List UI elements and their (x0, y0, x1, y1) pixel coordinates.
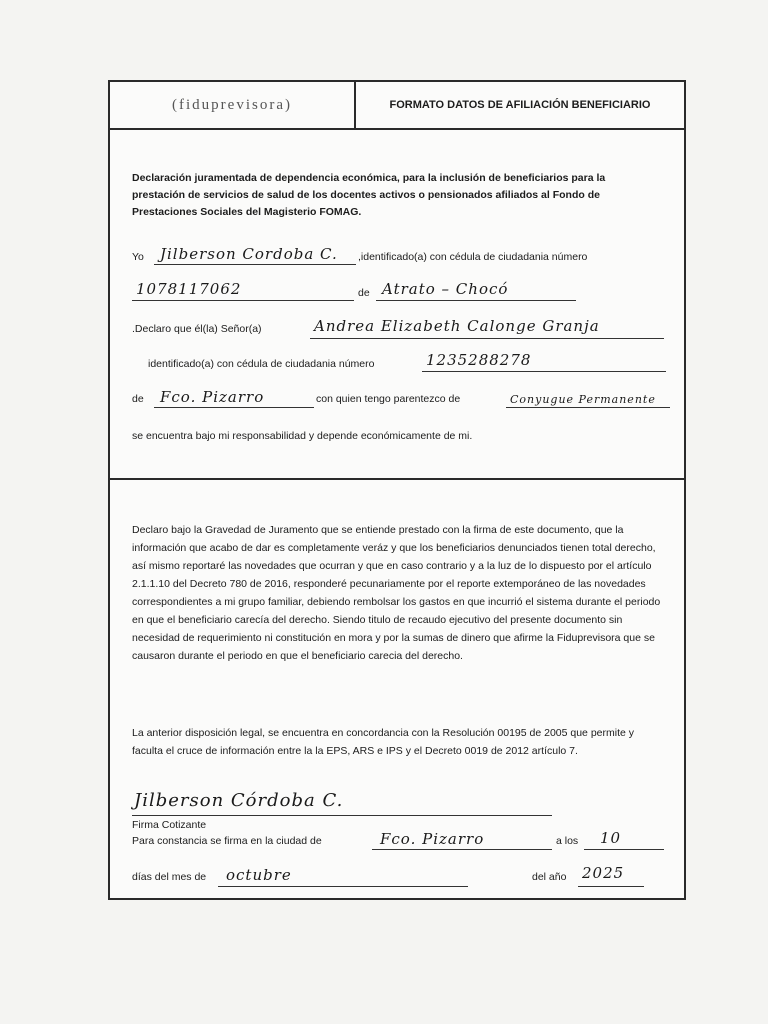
relation-label: con quien tengo parentezco de (316, 393, 461, 405)
declarant-origin-handwritten: Atrato – Chocó (382, 280, 509, 298)
beneficiary-origin-handwritten: Fco. Pizarro (160, 388, 265, 406)
declarant-id-handwritten: 1078117062 (136, 280, 242, 298)
relation-handwritten: Conyugue Permanente (510, 393, 656, 406)
year-handwritten: 2025 (582, 864, 625, 882)
beneficiary-id-handwritten: 1235288278 (426, 351, 532, 369)
day-label: a los (556, 835, 579, 847)
month-handwritten: octubre (226, 866, 292, 884)
declaro-label: .Declaro que él(la) Señor(a) (132, 323, 262, 335)
de-label: de (358, 287, 370, 299)
form-header (110, 82, 684, 130)
beneficiary-name-line (310, 338, 664, 339)
signature-label: Firma Cotizante (132, 819, 207, 831)
beneficiary-id-line (422, 371, 666, 372)
relation-line (506, 407, 670, 408)
beneficiary-name-handwritten: Andrea Elizabeth Calonge Granja (314, 317, 600, 335)
day-line (584, 849, 664, 850)
city-line (372, 849, 552, 850)
id-label: ,identificado(a) con cédula de ciudadania número (358, 251, 588, 263)
signature-line (132, 815, 552, 816)
month-line (218, 886, 468, 887)
signature-handwritten: Jilberson Córdoba C. (134, 790, 344, 811)
declarant-name-handwritten: Jilberson Cordoba C. (160, 245, 338, 263)
oath-paragraph: Declaro bajo la Gravedad de Juramento que se entiende prestado con la firma de este documento, que la información que acabo de dar es completamente veráz y que los beneficiarios denunciados tienen total derecho, así mismo reportaré las novedades que ocurran y que en caso contrario y a la luz de lo dispuesto por el artículo 2.1.1.10 del Decreto 780 de 2016, responderé pecunariamente por el reporte extemporáneo de las novedades correspondientes a mi grupo familiar, debiendo rembolsar los gastos en que incurrió el sistema durante el periodo en que el beneficiario carecía del derecho. Siendo titulo de recaudo ejecutivo del presente documento sin necesidad de requerimiento ni constitución en mora y por la sumas de dinero que afirme la Fiduprevisora que se causaron durante el periodo en que el beneficiario carecia del derecho. (132, 524, 661, 662)
affiliation-form (108, 80, 686, 900)
declarant-name-line (154, 264, 356, 265)
city-label: Para constancia se firma en la ciudad de (132, 835, 322, 847)
form-title: FORMATO DATOS DE AFILIACIÓN BENEFICIARIO (389, 99, 651, 111)
day-handwritten: 10 (600, 829, 622, 847)
fiduprevisora-logo: (fiduprevisora) (110, 82, 356, 128)
year-label: del año (532, 871, 567, 883)
legal-paragraph: La anterior disposición legal, se encuentra en concordancia con la Resolución 00195 de 2005 que permite y faculta el cruce de información entre la la EPS, ARS e IPS y el Decreto 0019 de 2012 artículo 7. (132, 727, 634, 757)
declarant-id-line (132, 300, 354, 301)
yo-label: Yo (132, 251, 144, 263)
beneficiary-id-label: identificado(a) con cédula de ciudadania número (148, 358, 375, 370)
declarant-origin-line (376, 300, 576, 301)
month-label: días del mes de (132, 871, 207, 883)
de-label-2: de (132, 393, 144, 405)
city-handwritten: Fco. Pizarro (380, 830, 485, 848)
declaration-intro: Declaración juramentada de dependencia económica, para la inclusión de beneficiarios para la prestación de servicios de salud de los docentes activos o pensionados afiliados al Fondo de Prestaciones Sociales del Magisterio FOMAG. (132, 172, 606, 218)
year-line (578, 886, 644, 887)
responsibility-text: se encuentra bajo mi responsabilidad y depende económicamente de mi. (132, 430, 473, 442)
declaration-section (110, 130, 684, 480)
beneficiary-origin-line (154, 407, 314, 408)
oath-section (110, 480, 684, 900)
